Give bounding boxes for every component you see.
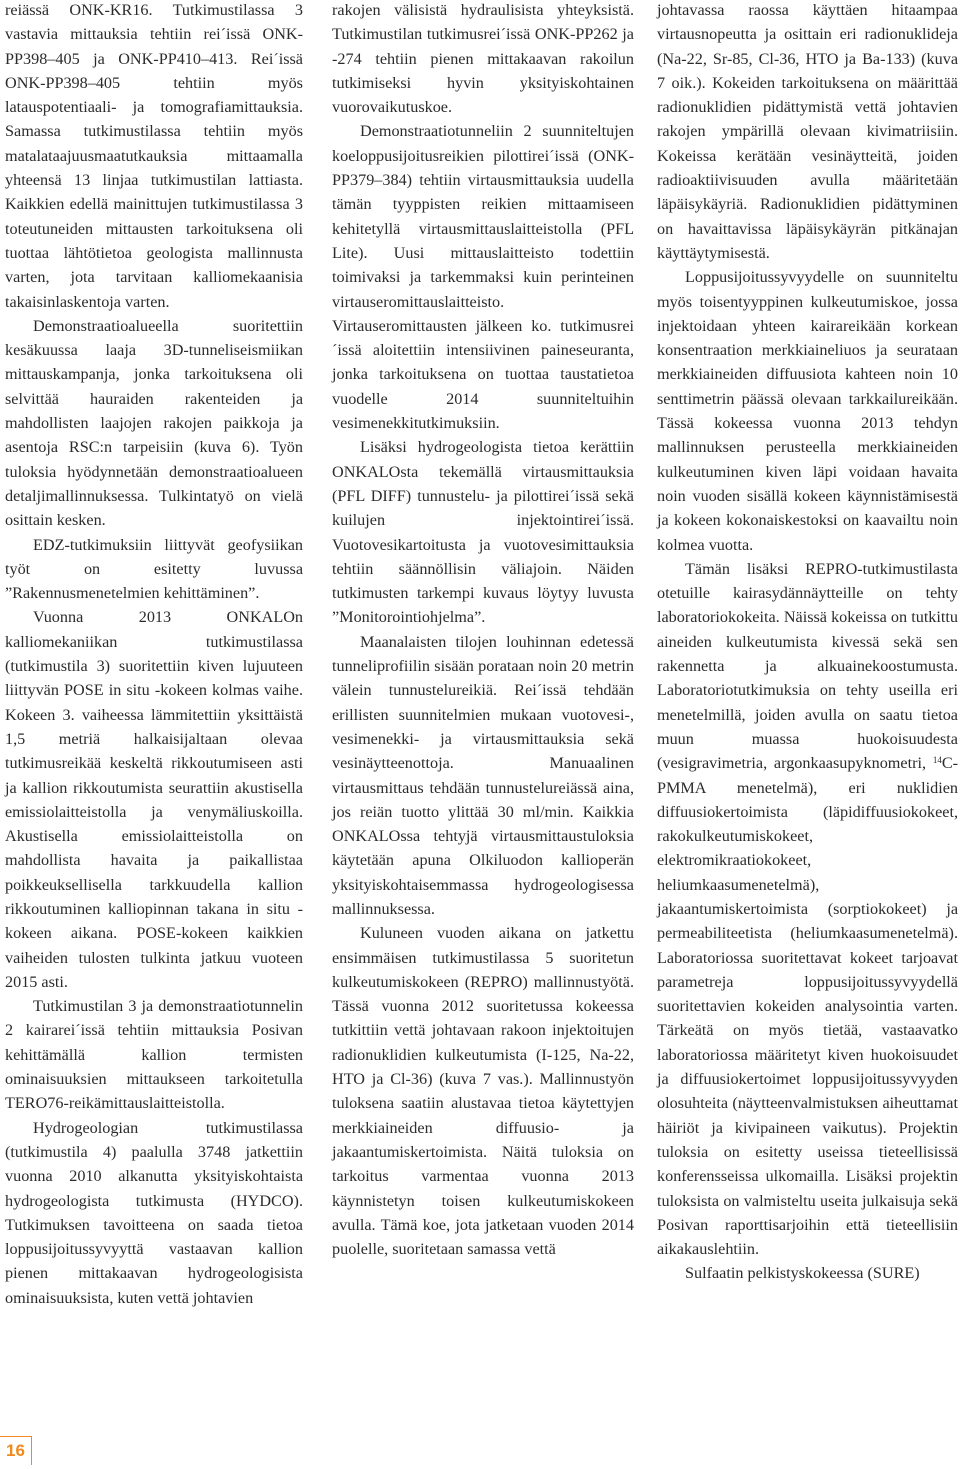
paragraph: Hydrogeologian tutkimustilassa (tutkimustila 4) paalulla 3748 jatkettiin vuonna 2010 alkanutta yksityiskohtaista hydrogeologista tutkimusta (HYDCO). Tutkimuksen tavoitteena on saada tietoa loppusijoitussyvyyttä vastaavan kallion pienen mittakaavan hydrogeologisista ominaisuuksista, kuten vettä johtavien [5, 1118, 303, 1307]
paragraph: Kuluneen vuoden aikana on jatkettu ensimmäisen tutkimustilassa 5 suoritetun kulkeutumiskokeen (REPRO) mallinnustyötä. Tässä vuonna 2012 suoritetussa kokeessa tutkittiin vettä johtavaan rakoon injektoitujen radionuklidien kulkeutumista (I-125, Na-22, HTO ja Cl-36) (kuva 7 vas.). Mallinnustyön tuloksena saatiin alustavaa tietoa käytettyjen merkkiaineiden diffuusio- ja jakaantumiskertoimista. Näitä tuloksia on tarkoitus varmentaa vuonna 2013 käynnistetyn toisen kulkeutumiskokeen avulla. Tämä koe, jota jatketaan vuoden 2014 puolelle, suoritetaan samassa vettä [332, 924, 634, 1259]
paragraph: Lisäksi hydrogeologista tietoa kerättiin ONKALOsta tekemällä virtausmittauksia (PFL DIFF) tunnustelu- ja pilottirei´issä sekä kuilujen injektointirei´issä. Vuotovesikartoitusta ja vuotovesimittauksia tehtiin säännöllisin väliajoin. Näiden tutkimusten tarkempi kuvaus löytyy luvusta ”Monitorointiohjelma”. [332, 438, 634, 627]
page-number: 16 [0, 1436, 32, 1465]
paragraph: Demonstraatioalueella suoritettiin kesäkuussa laaja 3D-tunneliseismiikan mittauskampanja, jonka tarkoituksena oli selvittää hauraiden rakenteiden ja mahdollisten laajojen rakojen paikkoja ja asentoja RSC:n tarpeisiin (kuva 6). Työn tuloksia hyödynnetään demonstraatioalueen detaljimallinnuksessa. Tulkintatyö on vielä osittain kesken. [5, 316, 303, 530]
text-column-1 [5, 0, 303, 1310]
paragraph: Sulfaatin pelkistyskokeessa (SURE) [685, 1264, 920, 1283]
paragraph-text: C-PMMA menetelmä), eri nuklidien diffuusiokertoimista (läpidiffuusiokokeet, rakokulkeutumiskokeet, elektromikraatiokokeet, heliumkaasumenetelmä), jakaantumiskertoimista (sorptiokokeet) ja permeabiliteetista (heliumkaasumenetelmä). Laboratoriossa suoritettavat kokeet tarjoavat parametreja loppusijoitussyvyydellä suoritettavien kokeiden analysointia varten. Tärkeätä on myös tietää, vastaavatko laboratoriossa määritetyt kiven huokoisuudet ja diffuusiokertoimet loppusijoitussyvyyden olosuhteita (näytteenvalmistuksen aiheuttamat häiriöt ja kivipaineen vaikutus). Projektin tuloksia on esitetty useissa tieteellisissä konferensseissa ulkomailla. Lisäksi projektin tuloksista on valmisteltu useita julkaisuja sekä Posivan raporttisarjoihin että tieteellisiin aikakauslehtiin. [657, 754, 958, 1259]
text-column-2 [332, 0, 634, 1261]
paragraph: Loppusijoitussyvyydelle on suunniteltu myös toisentyyppinen kulkeutumiskoe, jossa injektoidaan yhteen kairareikään korkean konsentraation merkkiaineliuos ja seurataan merkkiaineiden diffuusiota kahteen noin 10 senttimetrin päässä olevaan tarkkailureikään. Tässä kokeessa vuonna 2013 tehdyn mallinnuksen perusteella merkkiaineiden kulkeutuminen kiven läpi voidaan havaita noin vuoden sisällä kokeen käynnistämisestä ja kokeen kokonaiskestoksi on kaavailtu noin kolmea vuotta. [657, 268, 958, 554]
text-column-3 [657, 0, 958, 1286]
paragraph: Demonstraatiotunneliin 2 suunniteltujen koeloppusijoitusreikien pilottirei´issä (ONK-PP379–384) tehtiin virtausmittauksia uudella tämän tyyppisten reikien mittaamiseen kehitetyllä virtausmittauslaitteistolla (PFL Lite). Uusi mittauslaitteisto todettiin toimivaksi ja tarkemmaksi kuin perinteinen virtauseromittauslaitteisto. Virtauseromittausten jälkeen ko. tutkimusrei´issä aloitettiin intensiivinen paineseuranta, jonka tarkoituksena on tuottaa taustatietoa vuodelle 2014 suunniteltuihin vesimenekkitutkimuksiin. [332, 122, 634, 433]
paragraph [657, 557, 958, 1262]
paragraph: EDZ-tutkimuksiin liittyvät geofysiikan työt on esitetty luvussa ”Rakennusmenetelmien kehittäminen”. [5, 535, 303, 603]
paragraph-text: Tämän lisäksi REPRO-tutkimustilasta otetuille kairasydännäytteille on tehty laboratoriokokeita. Näissä kokeissa on tutkittu aineiden kulkeutumista kivessä sekä sen rakennetta ja alkuainekoostumusta. Laboratoriotutkimuksia on tehty useilla eri menetelmillä, joiden avulla on saatu tietoa muun muassa huokoisuudesta (vesigravimetria, argonkaasupyknometri, [657, 559, 958, 773]
isotope-superscript: 14 [932, 755, 942, 766]
paragraph: Maanalaisten tilojen louhinnan edetessä tunneliprofiilin sisään porataan noin 20 metrin välein tunnustelureikiä. Rei´issä tehdään erillisten suunnitelmien mukaan vuotovesi-, vesimenekki- ja virtausmittauksia sekä vesinäytteenottoja. Manuaalinen virtausmittaus tehdään tunnustelureiässä aina, jos reiän tuotto ylittää 30 ml/min. Kaikkia ONKALOssa tehtyjä virtausmittaustuloksia käytetään apuna Olkiluodon kallioperän yksityiskohtaisemmassa hydrogeologisessa mallinnuksessa. [332, 632, 634, 918]
paragraph: reiässä ONK-KR16. Tutkimustilassa 3 vastavia mittauksia tehtiin rei´issä ONK-PP398–405 ja ONK-PP410–413. Rei´issä ONK-PP398–405 tehtiin myös latauspotentiaali- ja tomografiamittauksia. Samassa tutkimustilassa tehtiin myös matalataajuusmaatutkauksia mittaamalla yhteensä 13 linjaa tutkimustilan lattiasta. Kaikkien edellä mainittujen tutkimustilassa 3 toteutuneiden mittausten tarkoituksena oli tuottaa lähtötietoa geologista mallinnusta varten, jota tarvitaan kalliomekaanisia takaisinlaskentoja varten. [5, 1, 303, 311]
paragraph: rakojen välisistä hydraulisista yhteyksistä. Tutkimustilan tutkimusrei´issä ONK-PP262 ja -274 tehtiin pienen mittakaavan rakoilun tutkimiseksi hyvin yksityiskohtainen vuorovaikutuskoe. [332, 1, 634, 117]
paragraph: Vuonna 2013 ONKALOn kalliomekaniikan tutkimustilassa (tutkimustila 3) suoritettiin kiven lujuuteen liittyvän POSE in situ -kokeen kolmas vaihe. Kokeen 3. vaiheessa lämmitettiin yksittäistä 1,5 metriä halkaisijaltaan olevaa tutkimusreikää keskeltä rikkoutumiseen asti ja kallion rikkoutumista seurattiin akustisella emissiolaitteistolla ja venymäliuskoilla. Akustisella emissiolaitteistolla on mahdollista havaita ja paikallistaa poikkeuksellisella tarkkuudella kallion rikkoutuminen kalliopinnan takana in situ -kokeen aikana. POSE-kokeen kaikkien vaiheiden tulosten tulkinta jatkuu vuoteen 2015 asti. [5, 608, 303, 991]
paragraph: Tutkimustilan 3 ja demonstraatiotunnelin 2 kairarei´issä tehtiin mittauksia Posivan kehittämällä kallion termisten ominaisuuksien mittaukseen tarkoitetulla TERO76-reikämittauslaitteistolla. [5, 997, 303, 1113]
paragraph: johtavassa raossa käyttäen hitaampaa virtausnopeutta ja osittain eri radionuklideja (Na-22, Sr-85, Cl-36, HTO ja Ba-133) (kuva 7 oik.). Kokeiden tarkoituksena on määrittää radionuklidien pidättymistä vettä johtavien rakojen ympärillä olevaan kivimatriisiin. Kokeissa kerätään vesinäytteitä, joiden radioaktiivisuuden avulla määritetään läpäisykäyriä. Radionuklidien pidättyminen on havaittavissa läpäisykäyrän pitkänajan käyttäytymisestä. [657, 1, 958, 262]
